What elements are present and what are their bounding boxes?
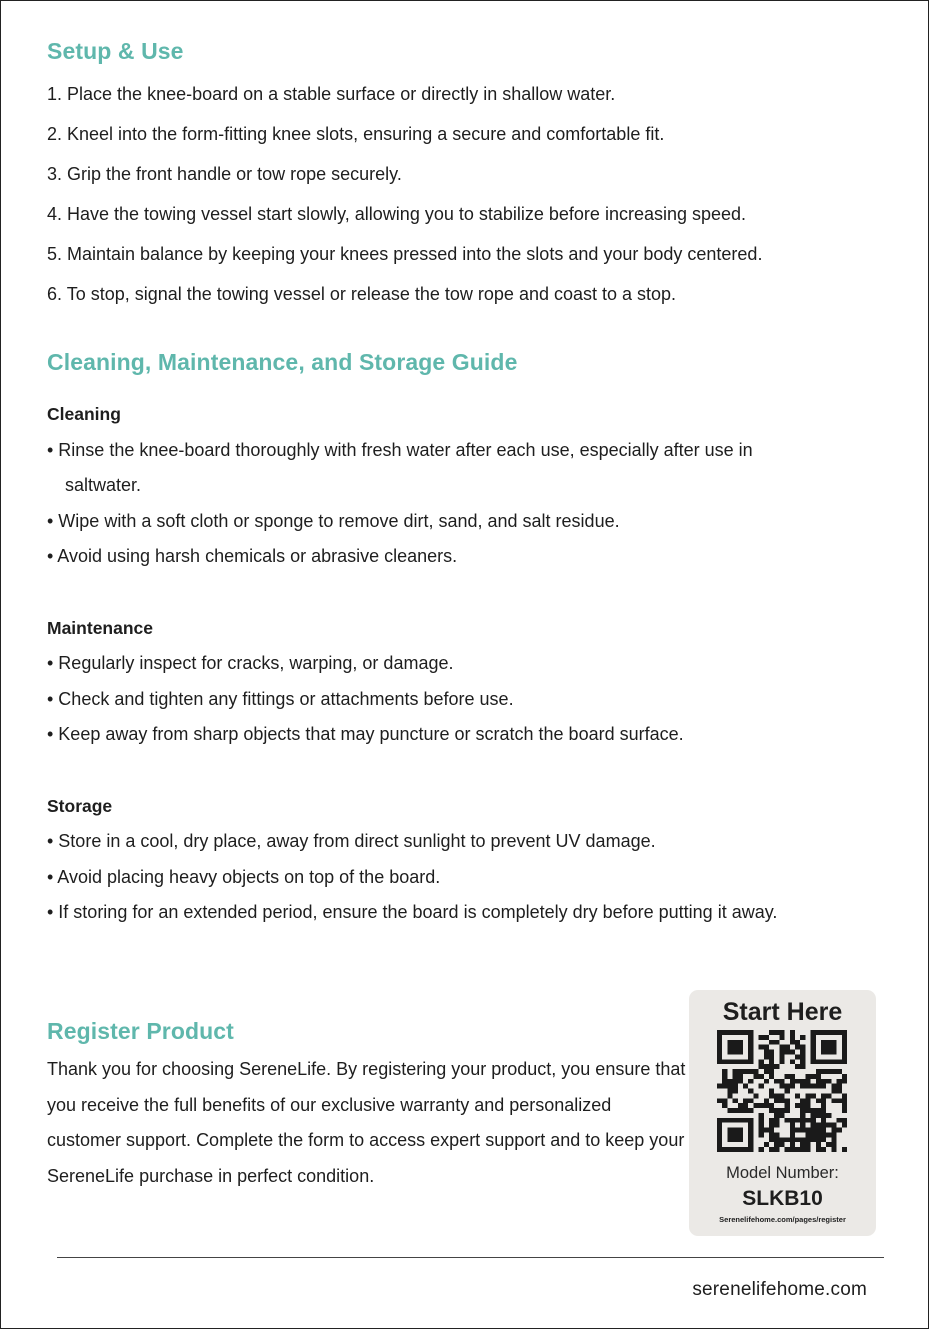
setup-heading: Setup & Use	[47, 38, 184, 64]
maintenance-item-1: • Regularly inspect for cracks, warping, or damage.	[47, 653, 454, 673]
register-heading: Register Product	[47, 1018, 234, 1044]
cleaning-title: Cleaning	[47, 404, 121, 424]
storage-item-1: • Store in a cool, dry place, away from direct sunlight to prevent UV damage.	[47, 831, 656, 851]
qr-card-title: Start Here	[722, 998, 843, 1026]
setup-step-3: 3. Grip the front handle or tow rope securely.	[47, 164, 402, 184]
cleaning-item-3: • Avoid using harsh chemicals or abrasive cleaners.	[47, 546, 458, 566]
register-url: Serenelifehome.com/pages/register	[719, 1215, 846, 1224]
setup-step-1: 1. Place the knee-board on a stable surface or directly in shallow water.	[47, 84, 616, 104]
setup-step-5: 5. Maintain balance by keeping your knees pressed into the slots and your body centered.	[47, 244, 763, 264]
cleaning-item-1-cont: saltwater.	[65, 475, 142, 495]
care-heading: Cleaning, Maintenance, and Storage Guide	[47, 349, 518, 375]
maintenance-title: Maintenance	[47, 618, 153, 638]
storage-title: Storage	[47, 796, 113, 816]
qr-card[interactable]	[689, 990, 876, 1236]
storage-item-3: • If storing for an extended period, ensure the board is completely dry before putting it away.	[47, 902, 778, 922]
maintenance-item-3: • Keep away from sharp objects that may puncture or scratch the board surface.	[47, 724, 684, 744]
model-number: SLKB10	[742, 1187, 823, 1210]
cleaning-item-2: • Wipe with a soft cloth or sponge to remove dirt, sand, and salt residue.	[47, 511, 620, 531]
setup-step-2: 2. Kneel into the form-fitting knee slots, ensuring a secure and comfortable fit.	[47, 124, 665, 144]
setup-step-4: 4. Have the towing vessel start slowly, allowing you to stabilize before increasing speed.	[47, 204, 747, 224]
cleaning-item-1: • Rinse the knee-board thoroughly with fresh water after each use, especially after use in	[47, 440, 753, 460]
register-body: Thank you for choosing SereneLife. By registering your product, you ensure that you receive the full benefits of our exclusive warranty and personalized customer support. Complete the form to access expert support and to keep your SereneLife purchase in perfect condition.	[47, 1059, 686, 1186]
footer-divider	[57, 1257, 884, 1258]
storage-item-2: • Avoid placing heavy objects on top of the board.	[47, 867, 441, 887]
maintenance-item-2: • Check and tighten any fittings or attachments before use.	[47, 689, 514, 709]
footer-website-link[interactable]: serenelifehome.com	[692, 1279, 867, 1300]
model-number-label: Model Number:	[726, 1164, 839, 1182]
setup-step-6: 6. To stop, signal the towing vessel or release the tow rope and coast to a stop.	[47, 284, 677, 304]
qr-code-icon[interactable]	[717, 1030, 847, 1152]
